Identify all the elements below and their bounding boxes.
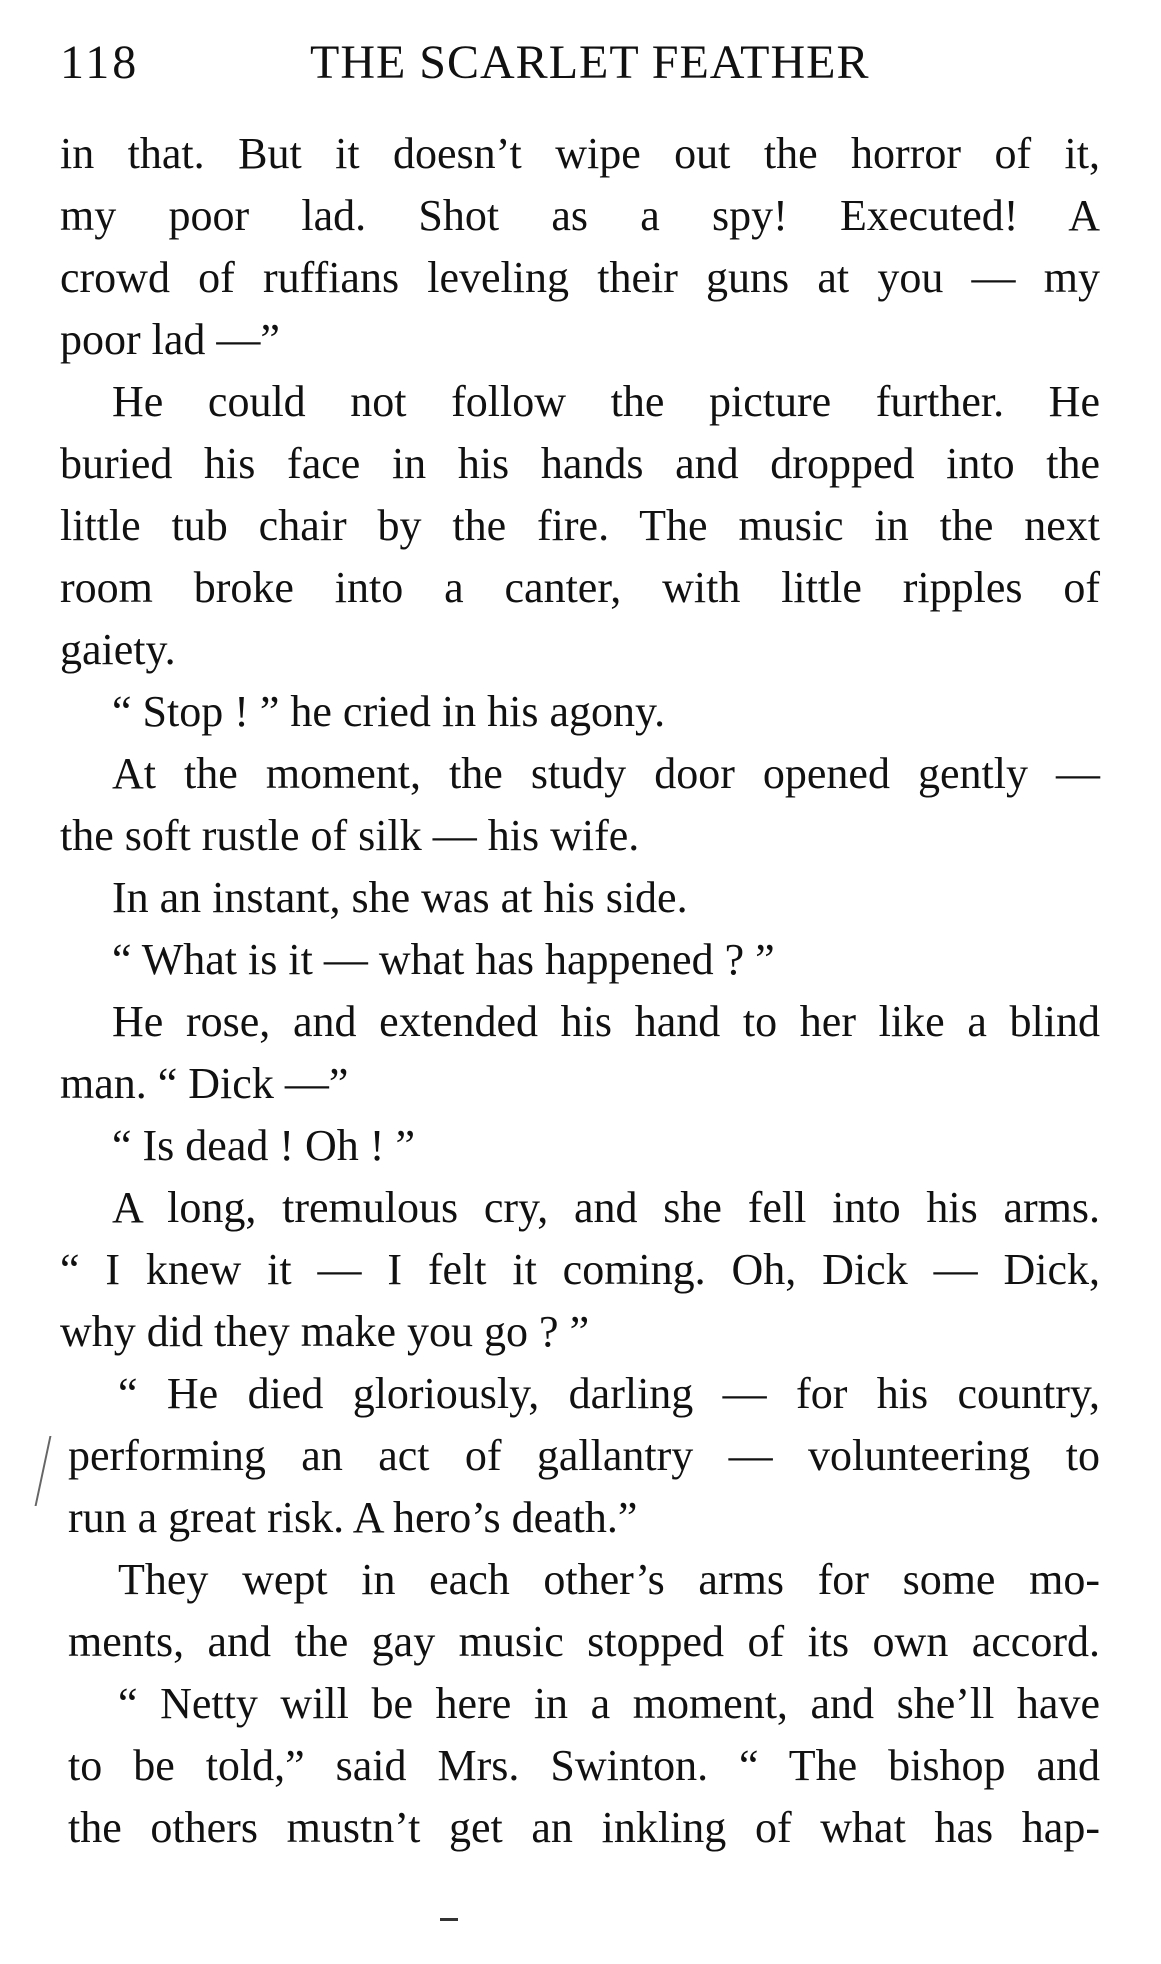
text-line: man. “ Dick —” xyxy=(60,1059,349,1108)
text-line: “ What is it — what has happened ? ” xyxy=(112,935,775,984)
text-line: run a great risk. A hero’s death.” xyxy=(68,1493,638,1542)
text-line: They wept in each other’s arms for some mo- xyxy=(118,1555,1100,1604)
page-number: 118 xyxy=(60,36,140,89)
text-line: in that. But it doesn’t wipe out the horror of it, xyxy=(60,129,1100,178)
text-line: At the moment, the study door opened gently — xyxy=(112,749,1100,798)
text-line: little tub chair by the fire. The music in the next xyxy=(60,501,1100,550)
text-line: A long, tremulous cry, and she fell into his arms. xyxy=(112,1183,1100,1232)
text-line: buried his face in his hands and dropped into the xyxy=(60,439,1100,488)
text-line: why did they make you go ? ” xyxy=(60,1307,590,1356)
text-line: to be told,” said Mrs. Swinton. “ The bishop and xyxy=(68,1741,1100,1790)
running-head xyxy=(60,28,1100,98)
text-line: He rose, and extended his hand to her like a blind xyxy=(112,997,1100,1046)
margin-mark xyxy=(35,1436,58,1506)
text-line: crowd of ruffians leveling their guns at you — my xyxy=(60,253,1100,302)
text-line: the soft rustle of silk — his wife. xyxy=(60,811,640,860)
text-line: “ Is dead ! Oh ! ” xyxy=(112,1121,415,1170)
text-line: He could not follow the picture further. He xyxy=(112,377,1100,426)
body-text xyxy=(60,123,1100,1859)
book-title: THE SCARLET FEATHER xyxy=(310,36,870,89)
text-line: In an instant, she was at his side. xyxy=(112,873,688,922)
text-line: the others mustn’t get an inkling of what has hap- xyxy=(68,1803,1100,1852)
text-line: poor lad —” xyxy=(60,315,280,364)
text-line: “ He died gloriously, darling — for his country, xyxy=(118,1369,1100,1418)
print-speck xyxy=(440,1918,458,1921)
text-line: performing an act of gallantry — volunteering to xyxy=(68,1431,1100,1480)
text-line: “ I knew it — I felt it coming. Oh, Dick — Dick, xyxy=(60,1245,1100,1294)
text-line: ments, and the gay music stopped of its own accord. xyxy=(68,1617,1100,1666)
text-line: room broke into a canter, with little ripples of xyxy=(60,563,1100,612)
text-line: gaiety. xyxy=(60,625,176,674)
text-line: “ Netty will be here in a moment, and she’ll have xyxy=(118,1679,1100,1728)
text-line: my poor lad. Shot as a spy! Executed! A xyxy=(60,191,1100,240)
text-line: “ Stop ! ” he cried in his agony. xyxy=(112,687,666,736)
